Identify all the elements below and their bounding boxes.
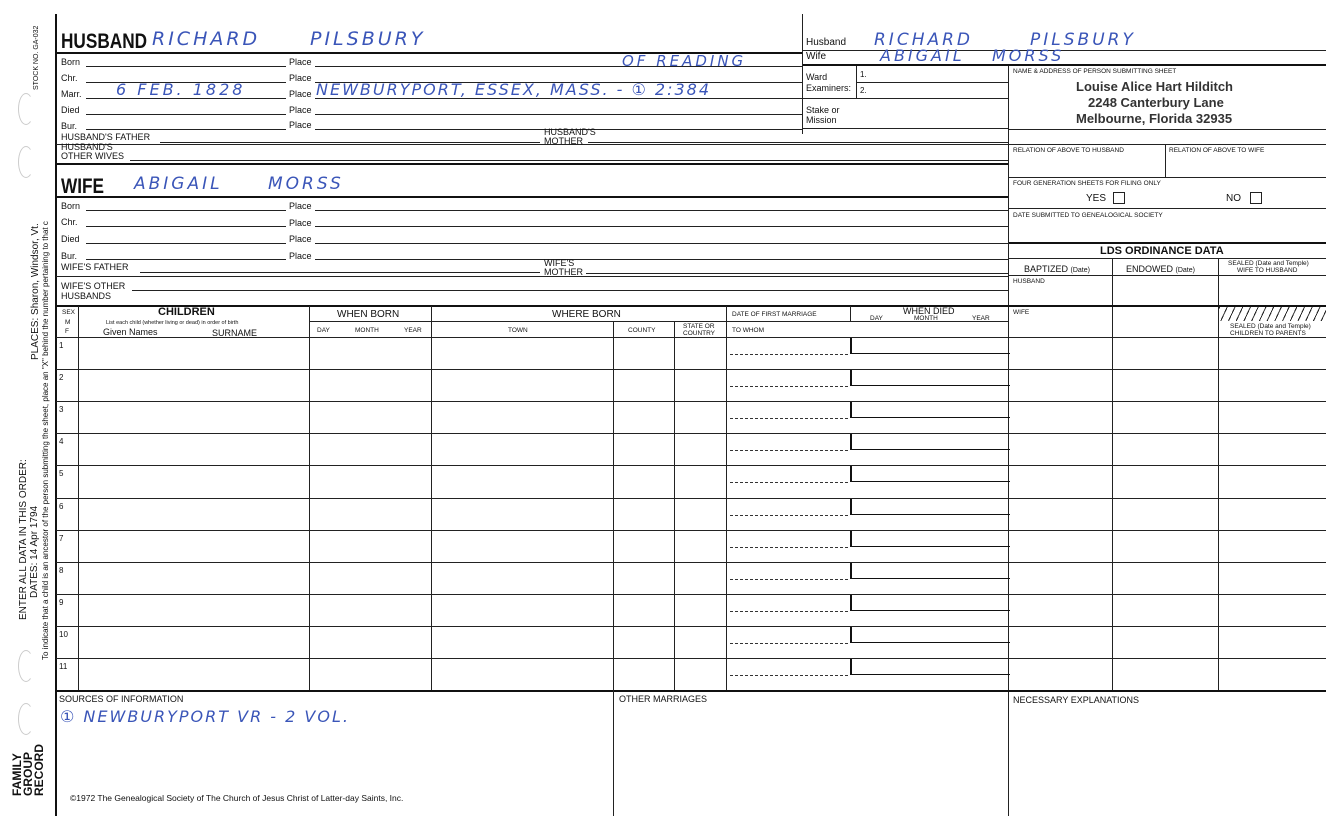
row-line [727,369,1326,370]
row-line [56,594,726,595]
died-bracket [850,434,1010,450]
punch-hole [18,650,34,682]
row-line [727,594,1326,595]
died-bracket [850,466,1010,482]
died-bracket [850,595,1010,611]
field-line [140,272,540,273]
where-born-label: WHERE BORN [552,309,621,320]
sex-m-label: M [65,319,71,326]
husband-marr-label: Marr. [61,89,82,99]
field-line [315,114,802,115]
examiner-1: 1. [860,70,867,79]
died-bracket [850,499,1010,515]
field-line [86,98,286,99]
rule [56,196,1008,198]
row-line [727,498,1326,499]
row-line [727,433,1326,434]
child-row-number: 5 [59,469,64,479]
sources-text: ① NEWBURYPORT VR - 2 VOL. [60,707,350,726]
examiner-2: 2. [860,86,867,95]
baptized-label: BAPTIZED (Date) [1024,264,1090,274]
dates-note: DATES: 14 Apr 1794 [29,505,40,598]
died-bracket [850,659,1010,675]
punch-hole [18,703,34,735]
husband-other-wives-label: HUSBAND'S OTHER WIVES [61,142,125,161]
marriage-dash-line [730,547,848,548]
places-note: PLACES: Sharon, Windsor, Vt. [30,223,41,360]
husband-father-label: HUSBAND'S FATHER [61,132,151,142]
wife-other-husbands-label: WIFE'S OTHER HUSBANDS [61,281,126,301]
row-line [727,401,1326,402]
marriage-dash-line [730,482,848,483]
town-label: TOWN [508,327,528,334]
field-line [86,226,286,227]
child-row-number: 3 [59,405,64,415]
died-bracket [850,338,1010,354]
husband-mother-label: HUSBAND'S MOTHER [544,127,596,146]
lds-wife-row: WIFE [1013,309,1030,316]
child-row-number: 1 [59,341,64,350]
husband-born-label: Born [61,57,81,67]
day-label: DAY [317,327,330,334]
field-line [86,243,286,244]
date-submitted-label: DATE SUBMITTED TO GENEALOGICAL SOCIETY [1013,212,1163,219]
rule [56,144,1008,145]
child-row-number: 11 [59,662,68,671]
rule [1009,275,1326,276]
row-line [56,626,726,627]
field-line [315,226,1008,227]
row-line [56,401,726,402]
wife-heading: WIFE [61,175,105,198]
when-died-label: WHEN DIED [903,306,955,316]
rule [1009,208,1326,209]
child-row-number: 6 [59,501,64,511]
no-checkbox[interactable] [1250,192,1262,204]
children-title: CHILDREN [158,306,215,318]
copyright: ©1972 The Genealogical Society of The Church of Jesus Christ of Latter-day Saints, Inc. [70,793,404,803]
submitter-name: Louise Alice Hart Hilditch [1076,79,1233,94]
place-label: Place [289,120,312,130]
lds-title: LDS ORDINANCE DATA [1100,245,1224,257]
wife-bur-label: Bur. [61,251,78,261]
rule [1009,258,1326,259]
divider [850,306,851,322]
marriage-dash-line [730,418,848,419]
divider [613,322,614,690]
divider [674,322,675,690]
yes-checkbox[interactable] [1113,192,1125,204]
hatched-area [1219,307,1326,321]
marriage-dash-line [730,450,848,451]
rule [1009,129,1326,130]
rule [56,305,1326,307]
field-line [86,129,286,130]
indicate-note: To indicate that a child is an ancestor of the person submitting the sheet, place an "X" behind the number pertaining to that c [41,221,50,660]
died-day-label: DAY [870,315,883,322]
place-label: Place [289,234,312,244]
sex-f-label: F [65,328,69,335]
row-line [56,530,726,531]
county-label: COUNTY [628,327,656,334]
divider [802,14,803,134]
place-label: Place [289,73,312,83]
field-line [315,66,802,67]
wife-died-label: Died [61,234,80,244]
punch-hole [18,93,34,125]
divider [613,690,614,816]
husband-chr-label: Chr. [61,73,78,83]
husband-bur-label: Bur. [61,121,78,131]
field-line [86,210,286,211]
row-line [56,658,726,659]
ward-label: Ward [806,72,828,82]
tr-wife-first: ABIGAIL [880,46,965,65]
place-label: Place [289,105,312,115]
month-label: MONTH [355,327,379,334]
divider [1165,144,1166,177]
rule [56,337,1326,338]
field-line [86,259,286,260]
child-row-number: 10 [59,629,68,639]
marriage-dash-line [730,515,848,516]
marriage-dash-line [730,643,848,644]
husband-first-name: RICHARD [152,28,261,50]
died-month-label: MONTH [914,315,938,322]
sealed-wife-husband-label: SEALED (Date and Temple) WIFE TO HUSBAND [1228,260,1309,274]
wife-born-label: Born [61,201,81,211]
given-names-label: Given Names [103,327,158,337]
child-row-number: 9 [59,597,64,607]
enter-all-note: ENTER ALL DATA IN THIS ORDER: [18,459,29,620]
tr-husband-first: RICHARD [874,30,974,50]
year-label: YEAR [404,327,422,334]
four-gen-label: FOUR GENERATION SHEETS FOR FILING ONLY [1013,180,1161,187]
died-bracket [850,370,1010,386]
rule [1009,242,1326,244]
row-line [727,465,1326,466]
examiners-label: Examiners: [806,83,852,93]
marriage-dash-line [730,386,848,387]
rule [803,64,1326,66]
row-line [56,465,726,466]
stake-label: Stake or Mission [806,105,840,125]
rule [803,128,1008,129]
other-marriages-label: OTHER MARRIAGES [619,694,708,704]
marriage-dash-line [730,354,848,355]
rule [1009,144,1326,145]
marriage-date: 6 FEB. 1828 [116,80,246,99]
rule [1009,177,1326,178]
lds-husband-row: HUSBAND [1013,278,1045,285]
state-country-label: STATE OR COUNTRY [683,323,716,337]
tr-wife-label: Wife [806,51,826,62]
husband-born-place: OF READING [622,52,747,70]
tr-wife-last: MORSS [992,46,1065,65]
place-label: Place [289,57,312,67]
wife-last-name: MORSS [268,174,344,194]
place-label: Place [289,201,312,211]
left-border [55,14,57,816]
marriage-dash-line [730,579,848,580]
relation-husband-label: RELATION OF ABOVE TO HUSBAND [1013,147,1124,154]
tr-husband-last: PILSBURY [1030,30,1136,50]
died-bracket [850,627,1010,643]
row-line [56,433,726,434]
rule [432,321,726,322]
to-whom-label: TO WHOM [732,327,765,334]
sex-label: SEX [62,309,76,316]
first-marriage-label: DATE OF FIRST MARRIAGE [732,311,817,318]
died-bracket [850,402,1010,418]
husband-died-label: Died [61,105,80,115]
child-row-number: 8 [59,565,64,575]
when-born-label: WHEN BORN [337,309,400,320]
row-line [56,562,726,563]
relation-wife-label: RELATION OF ABOVE TO WIFE [1169,147,1265,154]
rule [56,690,1326,692]
died-bracket [850,531,1010,547]
stock-number: STOCK NO. GA-032 [33,25,40,90]
field-line [160,142,540,143]
rule [310,321,431,322]
no-label: NO [1226,193,1241,204]
place-label: Place [289,218,312,228]
row-line [56,369,726,370]
field-line [586,273,1008,274]
place-label: Place [289,251,312,261]
field-line [315,98,802,99]
child-row-number: 4 [59,437,64,447]
row-line [727,562,1326,563]
row-line [727,530,1326,531]
rule [56,163,1008,165]
field-line [86,114,286,115]
died-bracket [850,563,1010,579]
field-line [132,290,1008,291]
rule [803,98,1008,99]
form-title: FAMILY GROUP RECORD [10,743,46,796]
wife-father-label: WIFE'S FATHER [61,262,129,272]
field-line [86,66,286,67]
sealed-children-label: SEALED (Date and Temple) CHILDREN TO PARENTS [1230,323,1311,337]
row-line [727,626,1326,627]
marriage-dash-line [730,611,848,612]
tr-husband-label: Husband [806,37,847,48]
field-line [315,259,1008,260]
wife-first-name: ABIGAIL [134,174,223,194]
field-line [588,142,1008,143]
rule [56,276,1008,277]
husband-heading: HUSBAND [61,30,148,53]
husband-last-name: PILSBURY [310,28,426,50]
submitter-city: Melbourne, Florida 32935 [1076,111,1233,126]
endowed-label: ENDOWED (Date) [1126,264,1195,274]
children-instruction: List each child (whether living or dead) in order of birth [106,320,239,326]
field-line [315,243,1008,244]
died-year-label: YEAR [972,315,990,322]
wife-mother-label: WIFE'S MOTHER [544,258,583,277]
row-line [727,658,1326,659]
yes-label: YES [1086,193,1107,204]
submitter-label: NAME & ADDRESS OF PERSON SUBMITTING SHEET [1013,68,1177,75]
wife-chr-label: Chr. [61,217,78,227]
field-line [130,160,1008,161]
explanations-label: NECESSARY EXPLANATIONS [1013,695,1140,705]
child-row-number: 7 [59,533,64,543]
sources-label: SOURCES OF INFORMATION [59,694,184,704]
punch-hole [18,146,34,178]
field-line [857,82,1008,83]
submitter-street: 2248 Canterbury Lane [1088,95,1224,110]
surname-label: SURNAME [212,328,258,338]
marriage-place: NEWBURYPORT, ESSEX, MASS. - ① 2:384 [316,80,712,99]
row-line [56,498,726,499]
rule [727,321,1008,322]
marriage-dash-line [730,675,848,676]
place-label: Place [289,89,312,99]
child-row-number: 2 [59,373,64,383]
field-line [315,210,1008,211]
